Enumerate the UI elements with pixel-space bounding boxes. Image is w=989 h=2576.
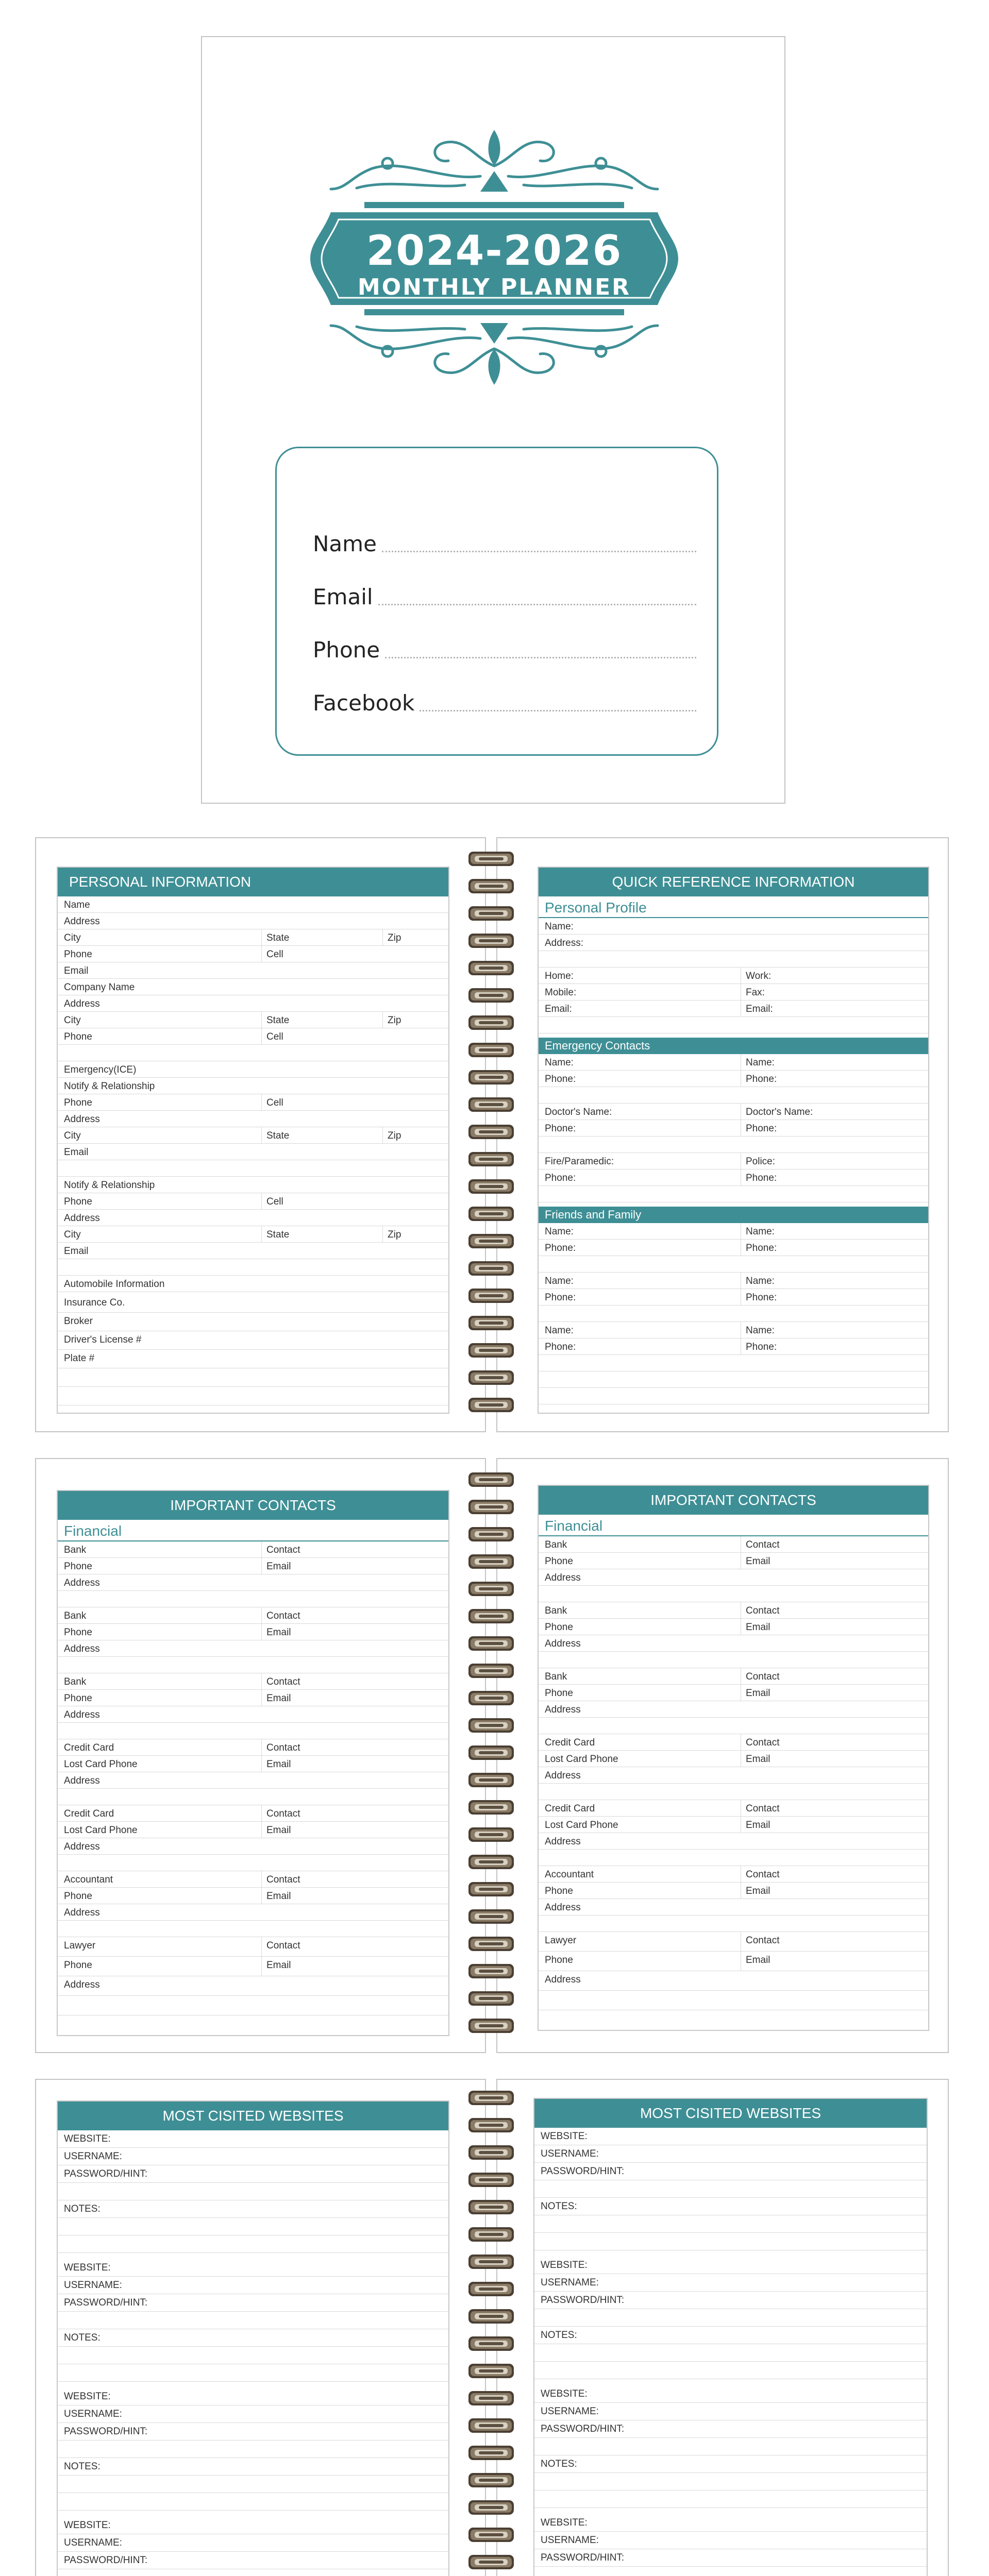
form-row[interactable]	[58, 2364, 448, 2382]
form-row[interactable]: Phone Email	[539, 1619, 928, 1635]
form-row[interactable]: Broker	[58, 1313, 448, 1331]
form-row[interactable]: Phone Email	[58, 1624, 448, 1640]
form-row[interactable]	[58, 1160, 448, 1177]
spiral-ring-icon	[467, 987, 515, 1004]
form-row[interactable]: Bank Contact	[58, 1673, 448, 1690]
username-label: USERNAME:	[64, 2151, 122, 2162]
form-row[interactable]: Phone Email	[58, 1690, 448, 1706]
password-label: PASSWORD/HINT:	[64, 2555, 148, 2566]
form-row[interactable]	[539, 1137, 928, 1153]
form-row[interactable]: Lost Card Phone Email	[539, 1751, 928, 1767]
form-row[interactable]: Address	[58, 913, 448, 929]
password-label: PASSWORD/HINT:	[541, 2166, 625, 2177]
form-row[interactable]: Email	[58, 1144, 448, 1160]
websites-page-left	[35, 2079, 486, 2576]
form-row[interactable]	[58, 1996, 448, 2015]
form-row[interactable]: Address	[58, 1574, 448, 1591]
contacts-header-right: IMPORTANT CONTACTS	[539, 1486, 928, 1515]
spiral-ring-icon	[467, 1662, 515, 1680]
form-row[interactable]	[58, 1723, 448, 1739]
spiral-ring-icon	[467, 2280, 515, 2298]
form-row[interactable]: Insurance Co.	[58, 1294, 448, 1313]
notes-label: NOTES:	[64, 2461, 100, 2472]
spiral-ring-icon	[467, 2417, 515, 2434]
form-row[interactable]: Email	[58, 1243, 448, 1259]
form-row[interactable]	[534, 2490, 927, 2508]
form-row[interactable]	[58, 2388, 448, 2405]
username-label: USERNAME:	[541, 2406, 599, 2417]
spiral-ring-icon	[467, 2144, 515, 2161]
financial-title-left: Financial	[64, 1523, 122, 1539]
form-row[interactable]: Lost Card Phone Email	[58, 1822, 448, 1838]
form-row[interactable]: Phone: Phone:	[539, 1071, 928, 1087]
website-label: WEBSITE:	[64, 2133, 111, 2144]
form-row[interactable]	[534, 2438, 927, 2455]
spiral-ring-icon	[467, 1232, 515, 1250]
form-row[interactable]: Home: Work:	[539, 968, 928, 984]
form-row[interactable]: Address	[539, 1767, 928, 1784]
form-row[interactable]	[539, 1256, 928, 1273]
financial-title-right: Financial	[545, 1518, 603, 1534]
facebook-line[interactable]	[313, 685, 696, 716]
spiral-ring-icon	[467, 1342, 515, 1359]
form-row[interactable]	[539, 1850, 928, 1866]
form-row[interactable]	[58, 1259, 448, 1276]
notes-label: NOTES:	[64, 2332, 100, 2343]
spiral-ring-icon	[467, 2389, 515, 2407]
form-row[interactable]	[534, 2455, 927, 2473]
form-row[interactable]	[58, 2130, 448, 2148]
websites-header-right: MOST CISITED WEBSITES	[534, 2099, 927, 2128]
form-row[interactable]	[58, 1368, 448, 1387]
bottom-flourish-ornament	[310, 318, 678, 387]
spiral-ring-icon	[467, 877, 515, 895]
friends-family-header: Friends and Family	[539, 1207, 928, 1223]
username-label: USERNAME:	[541, 2535, 599, 2546]
form-row[interactable]	[58, 2517, 448, 2534]
website-label: WEBSITE:	[64, 2391, 111, 2402]
form-row[interactable]	[534, 2180, 927, 2198]
form-row[interactable]	[58, 2347, 448, 2364]
form-row[interactable]: Email: Email:	[539, 1001, 928, 1017]
spiral-ring-icon	[467, 2444, 515, 2462]
spiral-ring-icon	[467, 1314, 515, 1332]
contacts-panel-left	[57, 1490, 449, 2036]
spiral-ring-icon	[467, 905, 515, 922]
form-row[interactable]	[58, 2458, 448, 2476]
form-row[interactable]: Address	[539, 1971, 928, 1991]
form-row[interactable]: Lawyer Contact	[58, 1937, 448, 1957]
spiral-ring-icon	[467, 1853, 515, 1871]
form-row[interactable]	[58, 2183, 448, 2200]
spiral-ring-icon	[467, 2308, 515, 2325]
form-row[interactable]	[534, 2514, 927, 2532]
personal-profile-title: Personal Profile	[545, 900, 647, 916]
spiral-ring-icon	[467, 1150, 515, 1168]
spiral-ring-icon	[467, 1096, 515, 1113]
spiral-ring-icon	[467, 1178, 515, 1195]
form-row[interactable]	[534, 2362, 927, 2379]
form-row[interactable]	[58, 2200, 448, 2218]
notes-label: NOTES:	[541, 2330, 577, 2341]
spiral-ring-icon	[467, 1826, 515, 1843]
form-row[interactable]: Phone: Phone:	[539, 1338, 928, 1355]
form-row[interactable]	[58, 2148, 448, 2165]
form-row[interactable]: Lost Card Phone Email	[539, 1817, 928, 1833]
form-row[interactable]	[534, 2292, 927, 2309]
form-row[interactable]: Address	[58, 995, 448, 1012]
form-row[interactable]	[539, 1087, 928, 1104]
spiral-ring-icon	[467, 2198, 515, 2216]
form-row[interactable]: Plate #	[58, 1350, 448, 1368]
form-row[interactable]	[58, 2423, 448, 2441]
form-row[interactable]	[539, 1388, 928, 1404]
spiral-ring-icon	[467, 1205, 515, 1223]
form-row[interactable]	[534, 2567, 927, 2576]
form-row[interactable]	[58, 2552, 448, 2569]
spiral-ring-icon	[467, 1471, 515, 1488]
spiral-ring-icon	[467, 2526, 515, 2544]
form-row[interactable]: Name: Name:	[539, 1054, 928, 1071]
form-row[interactable]: Credit Card Contact	[539, 1734, 928, 1751]
form-row[interactable]	[539, 1652, 928, 1668]
form-row[interactable]: Phone: Phone:	[539, 1240, 928, 1256]
form-row[interactable]: Email	[58, 962, 448, 979]
form-row[interactable]	[58, 1657, 448, 1673]
form-row[interactable]: Address:	[539, 935, 928, 951]
form-row[interactable]: Phone Email	[539, 1685, 928, 1701]
spiral-ring-icon	[467, 1744, 515, 1761]
form-row[interactable]: Bank Contact	[539, 1602, 928, 1619]
form-row[interactable]: Address	[539, 1899, 928, 1916]
form-row[interactable]: Notify & Relationship	[58, 1078, 448, 1094]
form-row[interactable]	[539, 1784, 928, 1800]
form-row[interactable]: Name: Name:	[539, 1273, 928, 1289]
form-row[interactable]	[58, 2259, 448, 2277]
password-label: PASSWORD/HINT:	[541, 2552, 625, 2563]
form-row[interactable]	[539, 1306, 928, 1322]
spiral-ring-icon	[467, 1498, 515, 1516]
form-row[interactable]: Address	[58, 1976, 448, 1996]
form-row[interactable]: Phone Cell	[58, 946, 448, 962]
spiral-ring-icon	[467, 1369, 515, 1386]
form-row[interactable]: Phone Email	[539, 1883, 928, 1899]
form-row[interactable]	[58, 2235, 448, 2253]
form-row[interactable]: Address	[58, 1838, 448, 1855]
spiral-ring-icon	[467, 2089, 515, 2107]
contacts-panel-right	[538, 1485, 929, 2031]
form-row[interactable]	[539, 1718, 928, 1734]
form-row[interactable]: Mobile: Fax:	[539, 984, 928, 1001]
form-row[interactable]	[58, 2405, 448, 2423]
form-row[interactable]: Address	[539, 1833, 928, 1850]
form-row[interactable]	[534, 2344, 927, 2362]
notes-label: NOTES:	[541, 2459, 577, 2469]
password-label: PASSWORD/HINT:	[64, 2168, 148, 2179]
form-row[interactable]: Name	[58, 896, 448, 913]
spiral-ring-icon	[467, 1771, 515, 1789]
form-row[interactable]	[534, 2128, 927, 2145]
form-row[interactable]	[534, 2274, 927, 2292]
form-row[interactable]: Phone Cell	[58, 1028, 448, 1045]
form-row[interactable]: Bank Contact	[58, 1607, 448, 1624]
form-row[interactable]	[534, 2257, 927, 2274]
cover-page	[201, 36, 785, 804]
form-row[interactable]	[534, 2473, 927, 2490]
form-row[interactable]	[539, 1017, 928, 1033]
form-row[interactable]	[534, 2163, 927, 2180]
spiral-ring-icon	[467, 1607, 515, 1625]
form-row[interactable]: Notify & Relationship	[58, 1177, 448, 1193]
website-label: WEBSITE:	[64, 2262, 111, 2273]
form-row[interactable]	[58, 1921, 448, 1937]
form-row[interactable]: Address	[58, 1706, 448, 1723]
form-row[interactable]: City State Zip	[58, 1127, 448, 1144]
form-row[interactable]	[58, 2329, 448, 2347]
form-row[interactable]: Address	[58, 1640, 448, 1657]
form-row[interactable]	[534, 2549, 927, 2567]
form-row[interactable]	[539, 1586, 928, 1602]
form-row[interactable]: Address	[58, 1772, 448, 1789]
form-row[interactable]	[58, 1045, 448, 1061]
form-row[interactable]	[58, 1789, 448, 1805]
form-row[interactable]	[534, 2532, 927, 2549]
password-label: PASSWORD/HINT:	[64, 2426, 148, 2437]
form-row[interactable]: Company Name	[58, 979, 448, 995]
form-row[interactable]: Address	[539, 1635, 928, 1652]
top-flourish-ornament	[310, 127, 678, 197]
form-row[interactable]: Credit Card Contact	[58, 1805, 448, 1822]
form-row[interactable]	[534, 2403, 927, 2420]
important-contacts-page-right	[496, 1458, 949, 2053]
spiral-ring-icon	[467, 2335, 515, 2352]
form-row[interactable]	[539, 1355, 928, 1371]
form-row[interactable]	[539, 951, 928, 968]
spiral-ring-icon	[467, 2499, 515, 2516]
form-row[interactable]: City State Zip	[58, 929, 448, 946]
username-label: USERNAME:	[64, 2409, 122, 2419]
spiral-ring-icon	[467, 1689, 515, 1707]
form-row[interactable]: Bank Contact	[539, 1668, 928, 1685]
spiral-ring-icon	[467, 1990, 515, 2007]
spiral-ring-icon	[467, 2017, 515, 2035]
form-row[interactable]: Driver's License #	[58, 1331, 448, 1350]
form-row[interactable]	[534, 2309, 927, 2327]
form-row[interactable]: Automobile Information	[58, 1276, 448, 1292]
form-row[interactable]	[534, 2385, 927, 2403]
form-row[interactable]: Address	[58, 1210, 448, 1226]
website-label: WEBSITE:	[541, 2260, 588, 2270]
form-row[interactable]	[539, 1916, 928, 1932]
form-row[interactable]	[539, 1991, 928, 2010]
spiral-ring-icon	[467, 1287, 515, 1304]
cover-subtitle: MONTHLY PLANNER	[357, 274, 631, 300]
form-row[interactable]: Emergency(ICE)	[58, 1061, 448, 1078]
form-row[interactable]	[534, 2233, 927, 2250]
form-row[interactable]: Phone Email	[58, 1888, 448, 1904]
form-row[interactable]	[58, 2534, 448, 2552]
phone-label: Phone	[313, 637, 380, 663]
websites-header-left: MOST CISITED WEBSITES	[58, 2102, 448, 2130]
form-row[interactable]	[534, 2420, 927, 2438]
form-row[interactable]: Bank Contact	[539, 1536, 928, 1553]
spiral-ring-icon	[467, 850, 515, 868]
personal-info-panel	[57, 867, 449, 1414]
spiral-ring-icon	[467, 2553, 515, 2571]
form-row[interactable]: Accountant Contact	[539, 1866, 928, 1883]
form-row[interactable]: Phone Email	[539, 1952, 928, 1971]
personal-info-page	[35, 837, 486, 1432]
form-row[interactable]: Phone Email	[539, 1553, 928, 1569]
form-row[interactable]: City State Zip	[58, 1012, 448, 1028]
spiral-ring-icon	[467, 1635, 515, 1652]
emergency-contacts-header: Emergency Contacts	[539, 1038, 928, 1054]
form-row[interactable]	[58, 2312, 448, 2329]
form-row[interactable]: Phone Email	[58, 1957, 448, 1976]
form-row[interactable]: Phone: Phone:	[539, 1170, 928, 1186]
form-row[interactable]: Name: Name:	[539, 1322, 928, 1338]
form-row[interactable]: Bank Contact	[58, 1541, 448, 1558]
form-row[interactable]: Credit Card Contact	[58, 1739, 448, 1756]
name-line[interactable]	[313, 526, 696, 556]
username-label: USERNAME:	[541, 2277, 599, 2288]
username-label: USERNAME:	[64, 2537, 122, 2548]
form-row[interactable]	[58, 1591, 448, 1607]
form-row[interactable]: Address	[58, 1904, 448, 1921]
personal-info-header: PERSONAL INFORMATION	[58, 868, 448, 896]
quick-reference-page	[496, 837, 949, 1432]
websites-page-right	[496, 2079, 949, 2576]
notes-label: NOTES:	[64, 2204, 100, 2214]
form-row[interactable]: Phone Email	[58, 1558, 448, 1574]
form-row[interactable]: Lawyer Contact	[539, 1932, 928, 1952]
form-row[interactable]	[58, 2441, 448, 2458]
websites-panel-left	[57, 2100, 449, 2576]
form-row[interactable]: Phone Cell	[58, 1094, 448, 1111]
form-row[interactable]: Doctor's Name: Doctor's Name:	[539, 1104, 928, 1120]
form-row[interactable]	[58, 2493, 448, 2511]
email-label: Email	[313, 584, 373, 609]
spiral-ring-icon	[467, 1041, 515, 1059]
spiral-ring-icon	[467, 1935, 515, 1953]
form-row[interactable]: Phone: Phone:	[539, 1120, 928, 1137]
form-row[interactable]: Address	[539, 1701, 928, 1718]
form-row[interactable]	[58, 2218, 448, 2235]
form-row[interactable]: City State Zip	[58, 1226, 448, 1243]
spiral-ring-icon	[467, 1396, 515, 1414]
form-row[interactable]	[58, 2277, 448, 2294]
facebook-label: Facebook	[313, 690, 415, 716]
contacts-header-left: IMPORTANT CONTACTS	[58, 1491, 448, 1520]
spiral-ring-icon	[467, 1880, 515, 1898]
form-row[interactable]: Credit Card Contact	[539, 1800, 928, 1817]
notes-label: NOTES:	[541, 2201, 577, 2212]
spiral-ring-icon	[467, 2471, 515, 2489]
spiral-ring-icon	[467, 1526, 515, 1543]
form-row[interactable]: Lost Card Phone Email	[58, 1756, 448, 1772]
spiral-ring-icon	[467, 2171, 515, 2189]
important-contacts-page-left	[35, 1458, 486, 2053]
spiral-ring-icon	[467, 2362, 515, 2380]
website-label: WEBSITE:	[541, 2131, 588, 2142]
title-badge	[310, 202, 678, 315]
spiral-ring-icon	[467, 1553, 515, 1570]
spiral-ring-icon	[467, 1014, 515, 1031]
spiral-ring-icon	[467, 2253, 515, 2270]
spiral-ring-icon	[467, 1799, 515, 1816]
form-row[interactable]	[58, 2294, 448, 2312]
name-label: Name	[313, 531, 377, 556]
quick-reference-header: QUICK REFERENCE INFORMATION	[539, 868, 928, 896]
spiral-ring-icon	[467, 1069, 515, 1086]
form-row[interactable]: Phone: Phone:	[539, 1289, 928, 1306]
password-label: PASSWORD/HINT:	[541, 2424, 625, 2434]
spiral-ring-icon	[467, 1962, 515, 1980]
spiral-ring-icon	[467, 1580, 515, 1598]
form-row[interactable]: Accountant Contact	[58, 1871, 448, 1888]
form-row[interactable]	[534, 2215, 927, 2233]
spiral-ring-icon	[467, 1123, 515, 1141]
website-label: WEBSITE:	[541, 2388, 588, 2399]
form-row[interactable]	[58, 2569, 448, 2576]
email-line[interactable]	[313, 579, 696, 609]
form-row[interactable]	[58, 2476, 448, 2493]
spiral-ring-icon	[467, 2116, 515, 2134]
form-row[interactable]: Name:	[539, 918, 928, 935]
spiral-ring-icon	[467, 932, 515, 950]
form-row[interactable]: Phone Cell	[58, 1193, 448, 1210]
phone-line[interactable]	[313, 632, 696, 663]
spiral-ring-icon	[467, 1717, 515, 1734]
form-row[interactable]	[534, 2327, 927, 2344]
cover-years: 2024-2026	[366, 227, 623, 275]
owner-info-box	[275, 447, 718, 756]
form-row[interactable]	[58, 2165, 448, 2183]
form-row[interactable]	[534, 2198, 927, 2215]
password-label: PASSWORD/HINT:	[64, 2297, 148, 2308]
spiral-ring-icon	[467, 959, 515, 977]
website-label: WEBSITE:	[541, 2517, 588, 2528]
form-row[interactable]: Address	[58, 1111, 448, 1127]
username-label: USERNAME:	[64, 2280, 122, 2291]
form-row[interactable]	[58, 1387, 448, 1405]
quick-reference-panel	[538, 867, 929, 1414]
form-row[interactable]	[539, 1371, 928, 1388]
form-row[interactable]: Name: Name:	[539, 1223, 928, 1240]
form-row[interactable]: Address	[539, 1569, 928, 1586]
spiral-ring-icon	[467, 2226, 515, 2243]
spiral-ring-icon	[467, 1260, 515, 1277]
website-label: WEBSITE:	[64, 2520, 111, 2531]
password-label: PASSWORD/HINT:	[541, 2295, 625, 2306]
form-row[interactable]: Fire/Paramedic: Police:	[539, 1153, 928, 1170]
form-row[interactable]	[534, 2145, 927, 2163]
form-row[interactable]	[58, 1855, 448, 1871]
websites-panel-right	[533, 2098, 928, 2576]
spiral-ring-icon	[467, 1908, 515, 1925]
form-row[interactable]	[539, 1186, 928, 1202]
username-label: USERNAME:	[541, 2148, 599, 2159]
